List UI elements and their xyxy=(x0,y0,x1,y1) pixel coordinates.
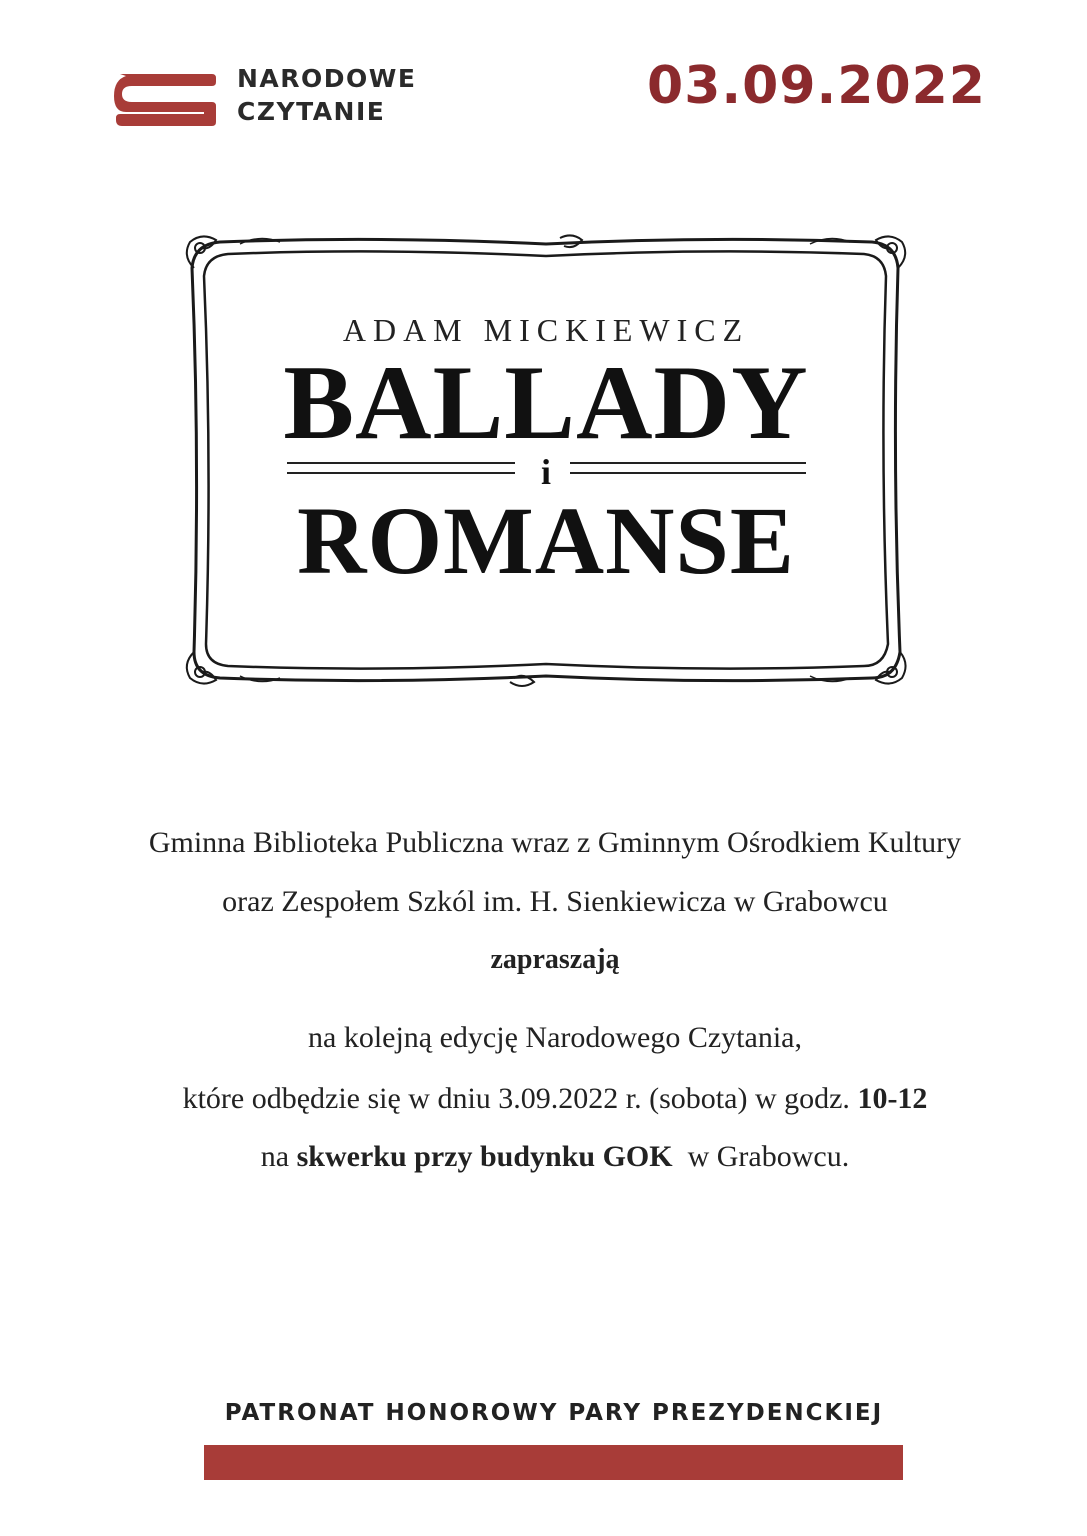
invitation-event: na kolejną edycję Narodowego Czytania, xyxy=(308,1021,802,1054)
book-title-conjunction: i xyxy=(540,452,551,492)
book-title-line1: BALLADY xyxy=(283,344,809,461)
author-name: ADAM MICKIEWICZ xyxy=(342,312,750,348)
logo-text xyxy=(237,62,416,128)
invitation-invite: zapraszają xyxy=(490,944,620,975)
invitation-co-organizer: oraz Zespołem Szkól im. H. Sienkiewicza w Grabowcu xyxy=(222,885,888,918)
invitation-datetime xyxy=(40,1082,1070,1116)
logo-line1: NARODOWE xyxy=(237,64,417,93)
invitation-organizers: Gminna Biblioteka Publiczna wraz z Gminnym Ośrodkiem Kultury xyxy=(148,826,962,859)
invitation-datetime-text: które odbędzie się w dniu 3.09.2022 r. (sobota) w godz. xyxy=(182,1082,858,1115)
narodowe-czytanie-logo xyxy=(112,70,217,130)
invitation-hours: 10-12 xyxy=(857,1082,928,1115)
logo-line2: CZYTANIE xyxy=(237,97,386,126)
invitation-location-suffix: w Grabowcu. xyxy=(672,1140,850,1173)
invitation-place: skwerku przy budynku GOK xyxy=(296,1140,673,1173)
invitation-location-prefix: na xyxy=(260,1140,297,1173)
invitation-location xyxy=(40,1140,1070,1174)
event-date: 03.09.2022 xyxy=(647,56,986,116)
patronage-text: PATRONAT HONOROWY PARY PREZYDENCKIEJ xyxy=(224,1400,884,1426)
book-icon xyxy=(112,70,217,130)
title-divider-right xyxy=(570,462,806,474)
book-title-line2: ROMANSE xyxy=(297,487,795,594)
footer-bar xyxy=(204,1445,903,1480)
